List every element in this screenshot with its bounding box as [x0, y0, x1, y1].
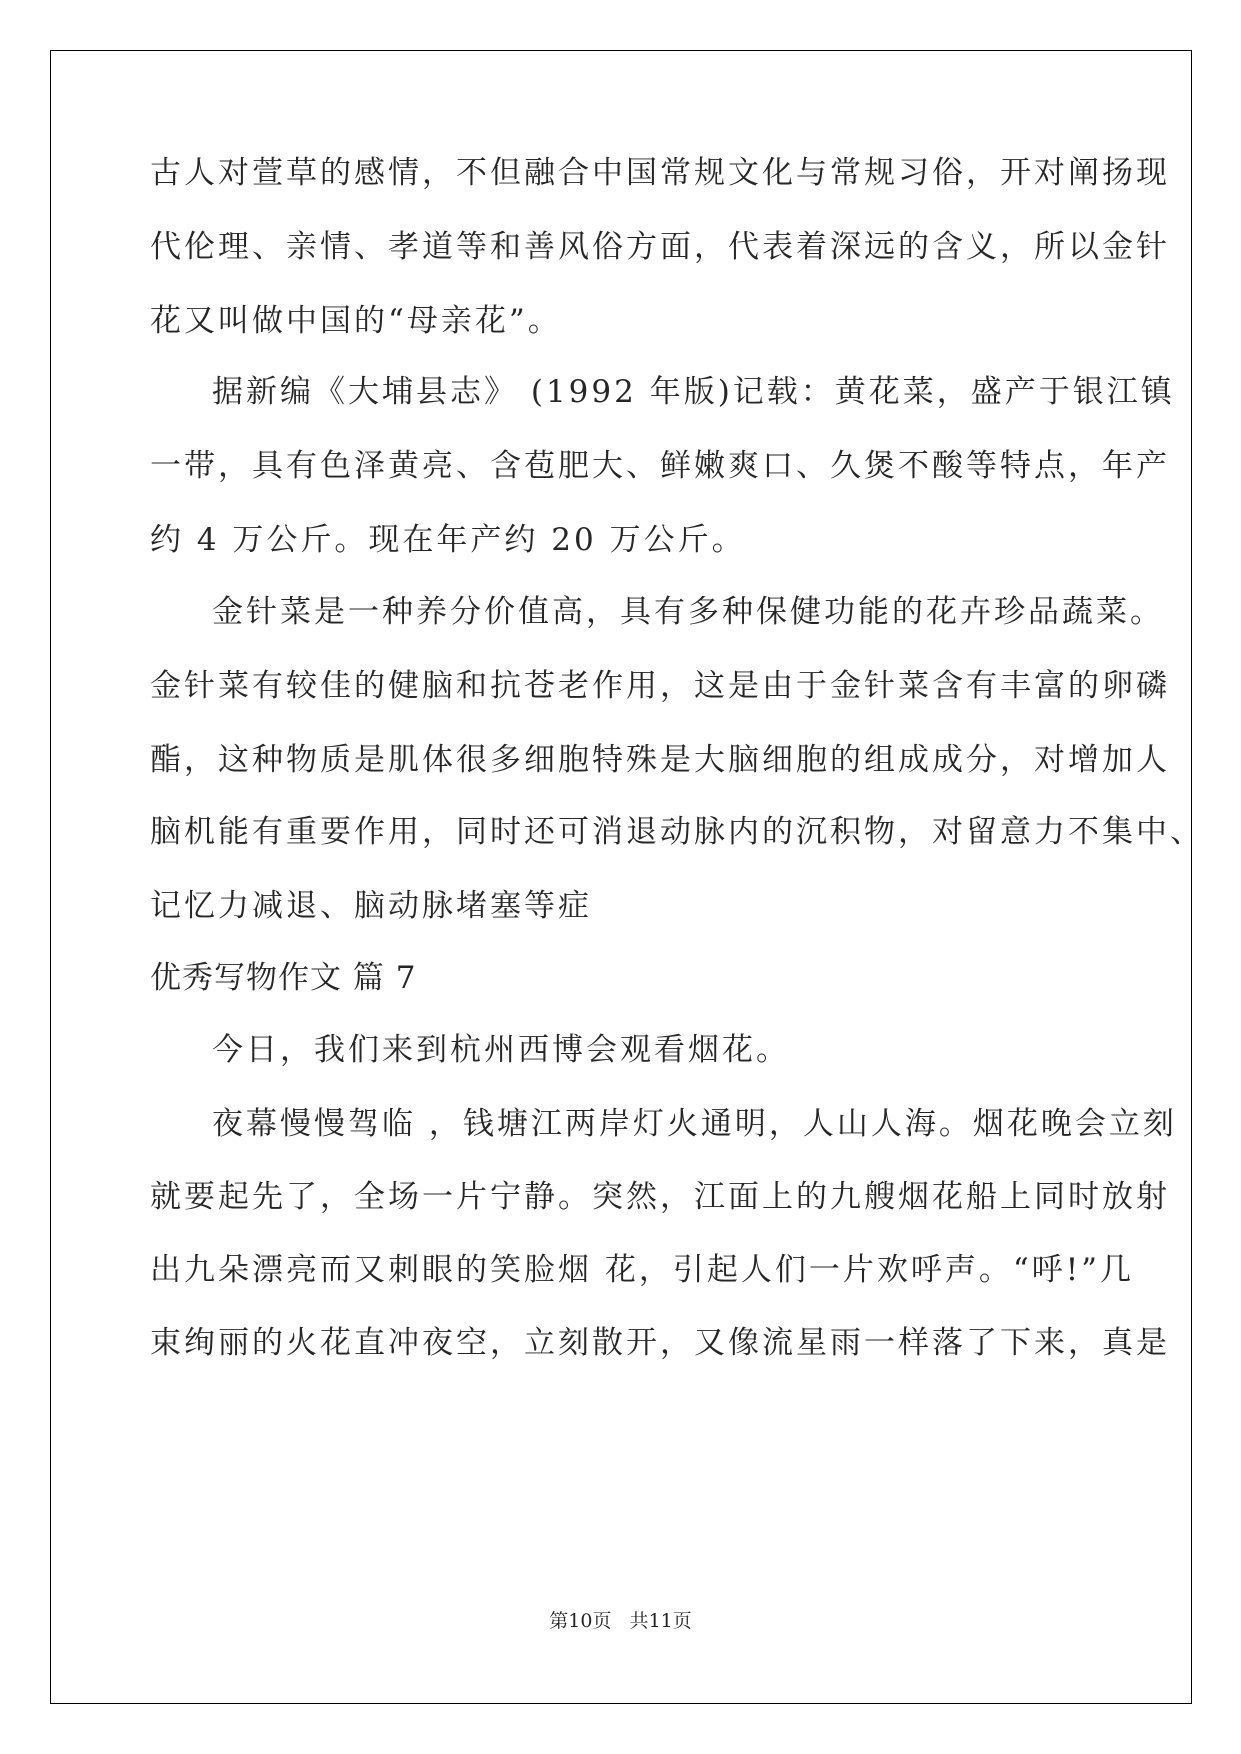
paragraph-line: 金针菜有较佳的健脑和抗苍老作用，这是由于金针菜含有丰富的卵磷 [150, 668, 1170, 704]
footer-prefix: 第 [549, 1610, 569, 1632]
current-page-number: 10 [568, 1610, 593, 1632]
total-pages-number: 11 [648, 1610, 673, 1632]
paragraph-line: 据新编《大埔县志》 (1992 年版)记载：黄花菜，盛产于银江镇 [212, 374, 1175, 410]
paragraph-line: 束绚丽的火花直冲夜空，立刻散开，又像流星雨一样落了下来，真是 [150, 1325, 1170, 1361]
paragraph-line: 花又叫做中国的“母亲花”。 [150, 303, 562, 339]
footer-middle: 页 共 [592, 1610, 649, 1632]
paragraph-line: 酯，这种物质是肌体很多细胞特殊是大脑细胞的组成成分，对增加人 [150, 742, 1170, 778]
paragraph-line: 出九朵漂亮而又刺眼的笑脸烟 花，引起人们一片欢呼声。“呼!”几 [150, 1252, 1135, 1288]
section-heading: 优秀写物作文 篇 7 [150, 960, 417, 996]
footer-suffix: 页 [672, 1610, 692, 1632]
paragraph-line: 古人对萱草的感情，不但融合中国常规文化与常规习俗，开对阐扬现 [150, 155, 1170, 191]
paragraph-line: 一带，具有色泽黄亮、含苞肥大、鲜嫩爽口、久煲不酸等特点，年产 [150, 448, 1170, 484]
paragraph-line: 金针菜是一种养分价值高，具有多种保健功能的花卉珍品蔬菜。 [212, 594, 1164, 630]
page-border [50, 50, 1192, 1704]
paragraph-line: 代伦理、亲情、孝道等和善风俗方面，代表着深远的含义，所以金针 [150, 229, 1170, 265]
paragraph-line: 夜幕慢慢驾临 ，钱塘江两岸灯火通明，人山人海。烟花晚会立刻 [212, 1106, 1177, 1142]
paragraph-line: 就要起先了，全场一片宁静。突然，江面上的九艘烟花船上同时放射 [150, 1179, 1170, 1215]
page-footer [0, 1609, 1241, 1633]
paragraph-line: 记忆力减退、脑动脉堵塞等症 [150, 888, 592, 924]
paragraph-line: 今日，我们来到杭州西博会观看烟花。 [212, 1032, 790, 1068]
paragraph-line: 脑机能有重要作用，同时还可消退动脉内的沉积物，对留意力不集中、 [150, 814, 1204, 850]
paragraph-line: 约 4 万公斤。现在年产约 20 万公斤。 [150, 522, 746, 558]
